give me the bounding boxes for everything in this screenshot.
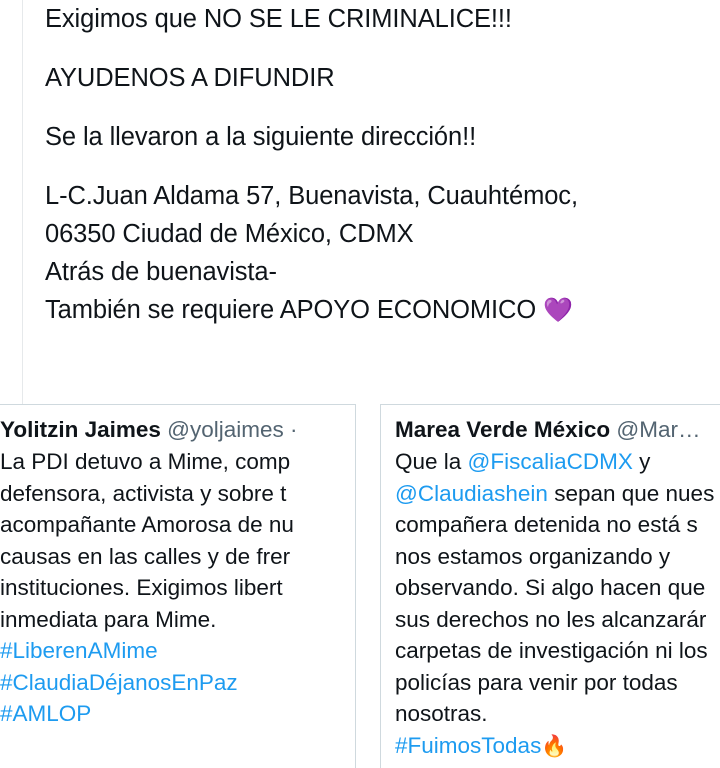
quoted-right-mention-claudiashein[interactable]: @Claudiashein [395,480,548,506]
quoted-left-display-name: Yolitzin Jaimes [0,417,161,442]
quoted-left-line-5: instituciones. Exigimos libert [0,575,283,600]
quoted-left-handle[interactable]: @yoljaimes [167,417,284,442]
quoted-right-mention-fiscalia[interactable]: @FiscaliaCDMX [467,449,633,474]
main-tweet-text [45,0,705,330]
quoted-left-line-1: La PDI detuvo a Mime, comp [0,449,291,474]
quoted-tweets-row [0,404,720,768]
quoted-right-handle[interactable]: @Mar… [616,417,701,442]
quoted-right-hashtag[interactable]: #FuimosTodas [395,732,542,758]
quoted-right-hashtag-line [395,730,720,763]
quoted-left-line-3: acompañante Amorosa de nu [0,512,294,537]
quoted-tweet-card-right[interactable] [380,404,720,768]
quoted-right-line-3: compañera detenida no está s [395,512,698,537]
purple-heart-icon: 💜 [543,297,573,324]
tweet-support-line [45,291,705,330]
quoted-left-header [0,415,355,445]
quoted-left-line-2: defensora, activista y sobre t [0,480,287,506]
tweet-address-line-3: Atrás de buenavista- [45,258,277,286]
quoted-right-line-7: carpetas de investigación ni los [395,638,708,663]
quoted-right-conjunction: y [632,449,651,474]
quoted-left-hashtag-3[interactable]: #AMLOP [0,701,92,726]
quoted-tweet-card-left[interactable] [0,404,356,768]
quoted-right-line-4: nos estamos organizando y [395,543,671,569]
quoted-left-separator: · [290,417,298,442]
tweet-paragraph-1: Exigimos que NO SE LE CRIMINALICE!!! [45,5,512,33]
quoted-right-line-1 [395,446,720,478]
quoted-right-line-6: sus derechos no les alcanzarár [395,606,707,632]
quoted-left-line-6: inmediata para Mime. [0,606,217,632]
quoted-right-text [381,446,720,762]
tweet-paragraph-2: AYUDENOS A DIFUNDIR [45,64,335,92]
quoted-left-text [0,446,355,730]
quoted-right-display-name: Marea Verde México [395,417,611,442]
quoted-left-hashtag-1[interactable]: #LiberenAMime [0,638,158,663]
quoted-left-line-4: causas en las calles y de frer [0,543,291,569]
quoted-right-line-2-suffix: sepan que nues [547,480,715,506]
quoted-right-line-8: policías para venir por todas [395,669,678,695]
quoted-right-header [381,415,720,445]
quoted-right-line-9: nosotras. [395,701,488,726]
fire-icon: 🔥 [541,734,568,758]
tweet-paragraph-3: Se la llevaron a la siguiente dirección!! [45,123,477,151]
quoted-right-line-1-prefix: Que la [395,449,468,474]
tweet-address-line-1: L-C.Juan Aldama 57, Buenavista, Cuauhtémoc, [45,182,578,210]
quoted-left-hashtag-2[interactable]: #ClaudiaDéjanosEnPaz [0,669,238,695]
tweet-support-text: También se requiere APOYO ECONOMICO [45,296,544,324]
thread-line [22,0,23,404]
quoted-right-line-2 [395,478,720,510]
tweet-address-line-2: 06350 Ciudad de México, CDMX [45,220,414,248]
quoted-right-line-5: observando. Si algo hacen que [395,575,706,600]
